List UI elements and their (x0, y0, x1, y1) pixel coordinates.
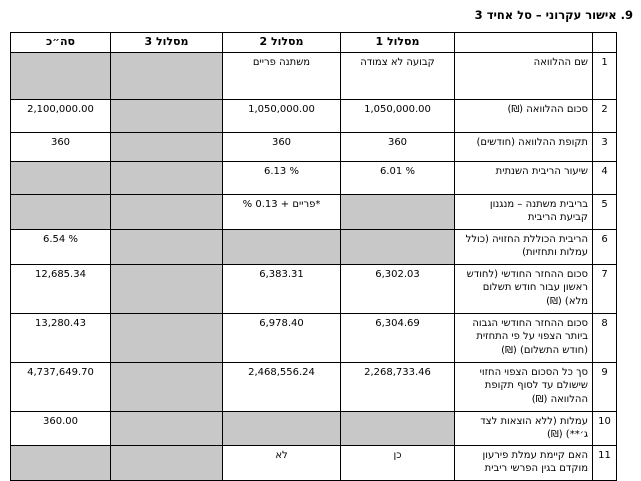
track-3-value (111, 264, 223, 313)
row-number: 8 (593, 313, 617, 362)
row-label: סך כל הסכום הצפוי החזוי שישולם עד לסוף תקופת ההלוואה (₪) (455, 362, 593, 411)
table-row (11, 313, 617, 362)
row-number: 10 (593, 411, 617, 445)
track-1-value: קבועה לא צמודה (341, 52, 455, 99)
total-value: 12,685.34 (11, 264, 111, 313)
total-value: 2,100,000.00 (11, 99, 111, 132)
header-label (455, 33, 593, 53)
track-2-value: 6.13 % (223, 161, 341, 194)
section-heading (475, 8, 633, 22)
track-1-value: 6,304.69 (341, 313, 455, 362)
total-value (11, 194, 111, 229)
row-label: האם קיימת עמלת פירעון מוקדם בגין הפרשי ריבית (455, 445, 593, 480)
track-1-value (341, 229, 455, 264)
table-row (11, 445, 617, 480)
row-label: סכום ההחזר החודשי הגבוה ביותר הצפוי על פי התחזית (חודש התשלום) (₪) (455, 313, 593, 362)
track-1-value: 6,302.03 (341, 264, 455, 313)
row-number: 5 (593, 194, 617, 229)
row-label: סכום ההחזר החודשי (לחודש ראשון עבור חודש תשלום מלא) (₪) (455, 264, 593, 313)
row-number: 11 (593, 445, 617, 480)
row-label: שם ההלוואה (455, 52, 593, 99)
header-num (593, 33, 617, 53)
table-row (11, 362, 617, 411)
track-3-value (111, 52, 223, 99)
row-number: 7 (593, 264, 617, 313)
track-2-value: *פריים + 0.13 % (223, 194, 341, 229)
row-label: בריבית משתנה – מנגנון קביעת הריבית (455, 194, 593, 229)
track-2-value: לא (223, 445, 341, 480)
header-track-3: מסלול 3 (111, 33, 223, 53)
total-value (11, 445, 111, 480)
track-1-value: 6.01 % (341, 161, 455, 194)
track-1-value: 360 (341, 132, 455, 161)
track-3-value (111, 229, 223, 264)
header-total: סה״כ (11, 33, 111, 53)
row-label: סכום ההלוואה (₪) (455, 99, 593, 132)
table-row (11, 132, 617, 161)
total-value: 13,280.43 (11, 313, 111, 362)
track-2-value: 2,468,556.24 (223, 362, 341, 411)
row-number: 6 (593, 229, 617, 264)
row-label: הריבית הכוללת החזויה (כולל עמלות ותחזיות) (455, 229, 593, 264)
table-row (11, 161, 617, 194)
total-value (11, 52, 111, 99)
track-2-value: משתנה פריים (223, 52, 341, 99)
track-1-value: 2,268,733.46 (341, 362, 455, 411)
track-1-value (341, 411, 455, 445)
total-value: 360 (11, 132, 111, 161)
track-2-value (223, 229, 341, 264)
approval-table (10, 32, 617, 481)
table-row (11, 194, 617, 229)
track-2-value: 6,383.31 (223, 264, 341, 313)
track-2-value (223, 411, 341, 445)
table-row (11, 229, 617, 264)
section-title: אישור עקרוני – סל אחיד 3 (474, 8, 617, 22)
track-3-value (111, 445, 223, 480)
row-label: עמלות (ללא הוצאות לצד ג׳**) (₪) (455, 411, 593, 445)
row-number: 9 (593, 362, 617, 411)
section-number: 9. (620, 8, 633, 22)
row-number: 3 (593, 132, 617, 161)
track-3-value (111, 99, 223, 132)
table-row (11, 264, 617, 313)
track-2-value: 6,978.40 (223, 313, 341, 362)
total-value (11, 161, 111, 194)
track-2-value: 360 (223, 132, 341, 161)
total-value: 6.54 % (11, 229, 111, 264)
track-3-value (111, 362, 223, 411)
track-3-value (111, 161, 223, 194)
track-2-value: 1,050,000.00 (223, 99, 341, 132)
total-value: 4,737,649.70 (11, 362, 111, 411)
track-1-value: כן (341, 445, 455, 480)
row-number: 4 (593, 161, 617, 194)
total-value: 360.00 (11, 411, 111, 445)
track-1-value: 1,050,000.00 (341, 99, 455, 132)
table-row (11, 99, 617, 132)
row-number: 1 (593, 52, 617, 99)
table-row (11, 411, 617, 445)
track-3-value (111, 411, 223, 445)
track-3-value (111, 313, 223, 362)
track-3-value (111, 132, 223, 161)
header-track-2: מסלול 2 (223, 33, 341, 53)
track-3-value (111, 194, 223, 229)
track-1-value (341, 194, 455, 229)
header-row (11, 33, 617, 53)
header-track-1: מסלול 1 (341, 33, 455, 53)
table-row (11, 52, 617, 99)
row-label: תקופת ההלוואה (חודשים) (455, 132, 593, 161)
row-label: שיעור הריבית השנתית (455, 161, 593, 194)
row-number: 2 (593, 99, 617, 132)
